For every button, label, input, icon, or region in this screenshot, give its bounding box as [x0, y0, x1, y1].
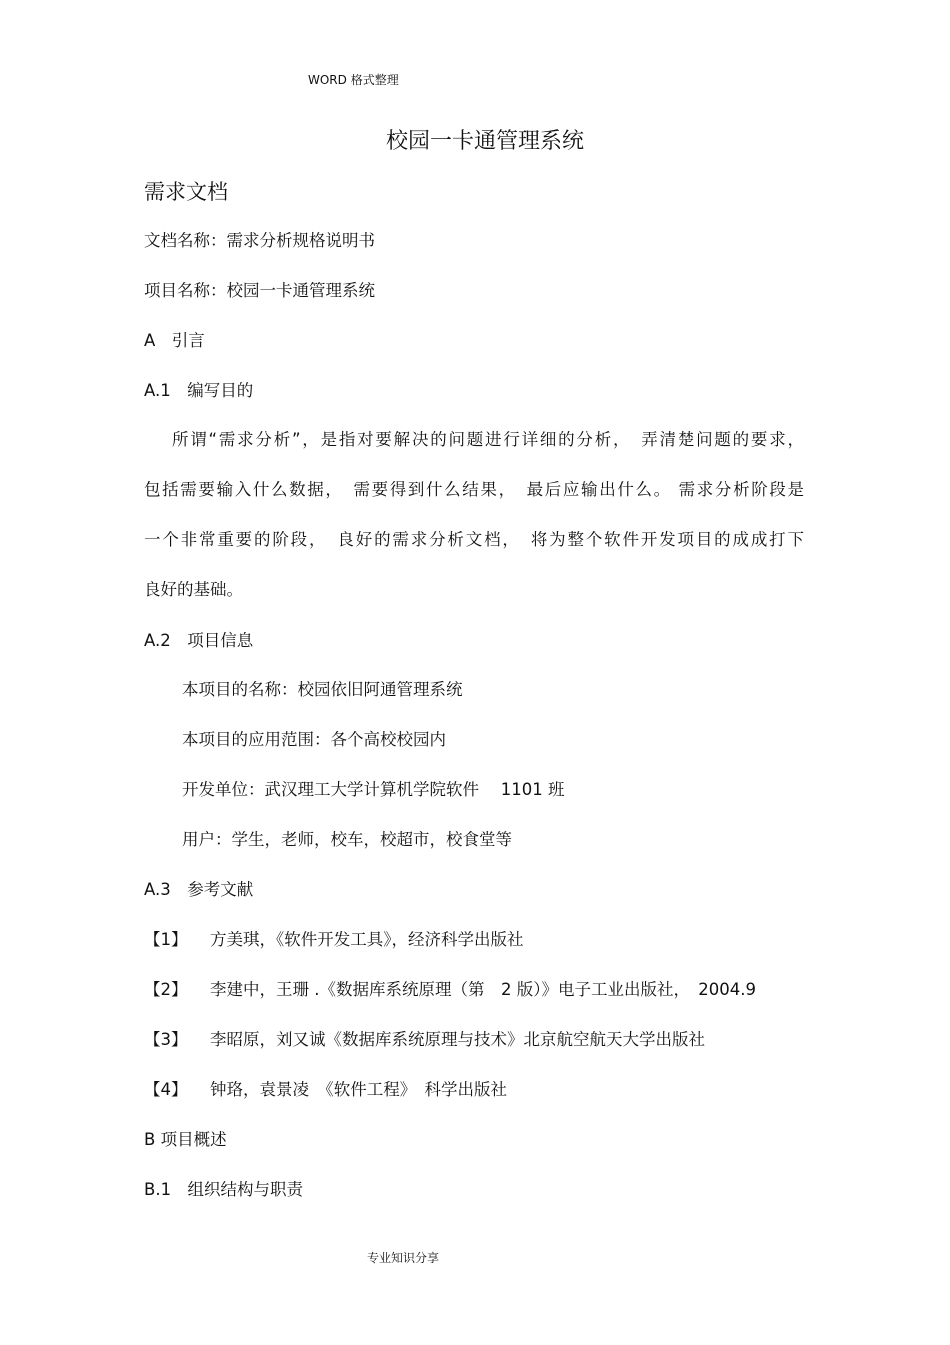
reference-label: 【3】 [144, 1030, 188, 1049]
reference-text: 方美琪，《软件开发工具》，经济科学出版社 [210, 930, 524, 949]
reference-label: 【2】 [144, 980, 188, 999]
project-info-line: 本项目的名称：校园依旧阿通管理系统 [182, 680, 463, 699]
section-heading: 需求文档 [144, 180, 228, 204]
reference-item [144, 932, 524, 949]
paragraph-line: 良好的基础。 [144, 580, 243, 599]
project-name-line: 项目名称：校园一卡通管理系统 [144, 281, 375, 300]
section-a3-heading: A.3 参考文献 [144, 880, 254, 899]
page-header: WORD 格式整理 [308, 73, 399, 87]
reference-item [144, 982, 756, 999]
reference-text: 李建中，王珊 .《数据库系统原理（第 2 版）》电子工业出版社， 2004.9 [210, 980, 756, 999]
paragraph-line: 一个非常重要的阶段， 良好的需求分析文档， 将为整个软件开发项目的成成打下 [144, 530, 804, 549]
paragraph-line: 所谓“需求分析”，是指对要解决的问题进行详细的分析， 弄清楚问题的要求， [172, 430, 804, 449]
project-info-line: 用户：学生，老师，校车，校超市，校食堂等 [182, 830, 512, 849]
project-info-line: 本项目的应用范围：各个高校校园内 [182, 730, 446, 749]
paragraph-line: 包括需要输入什么数据， 需要得到什么结果， 最后应输出什么。 需求分析阶段是 [144, 480, 804, 499]
reference-item [144, 1032, 705, 1049]
reference-item [144, 1082, 507, 1099]
document-title: 校园一卡通管理系统 [386, 129, 585, 154]
section-a2-heading: A.2 项目信息 [144, 631, 254, 650]
project-info-line: 开发单位：武汉理工大学计算机学院软件 1101 班 [182, 780, 565, 799]
reference-label: 【4】 [144, 1080, 188, 1099]
section-a1-heading: A.1 编写目的 [144, 381, 254, 400]
reference-label: 【1】 [144, 930, 188, 949]
section-a-heading: A 引言 [144, 331, 205, 350]
page-footer: 专业知识分享 [367, 1251, 440, 1265]
section-b-heading: B 项目概述 [144, 1130, 227, 1149]
doc-name-line: 文档名称：需求分析规格说明书 [144, 231, 375, 250]
reference-text: 李昭原，刘又诚《数据库系统原理与技术》北京航空航天大学出版社 [210, 1030, 705, 1049]
reference-text: 钟珞，袁景凌 《软件工程》 科学出版社 [210, 1080, 507, 1099]
section-b1-heading: B.1 组织结构与职责 [144, 1180, 304, 1199]
